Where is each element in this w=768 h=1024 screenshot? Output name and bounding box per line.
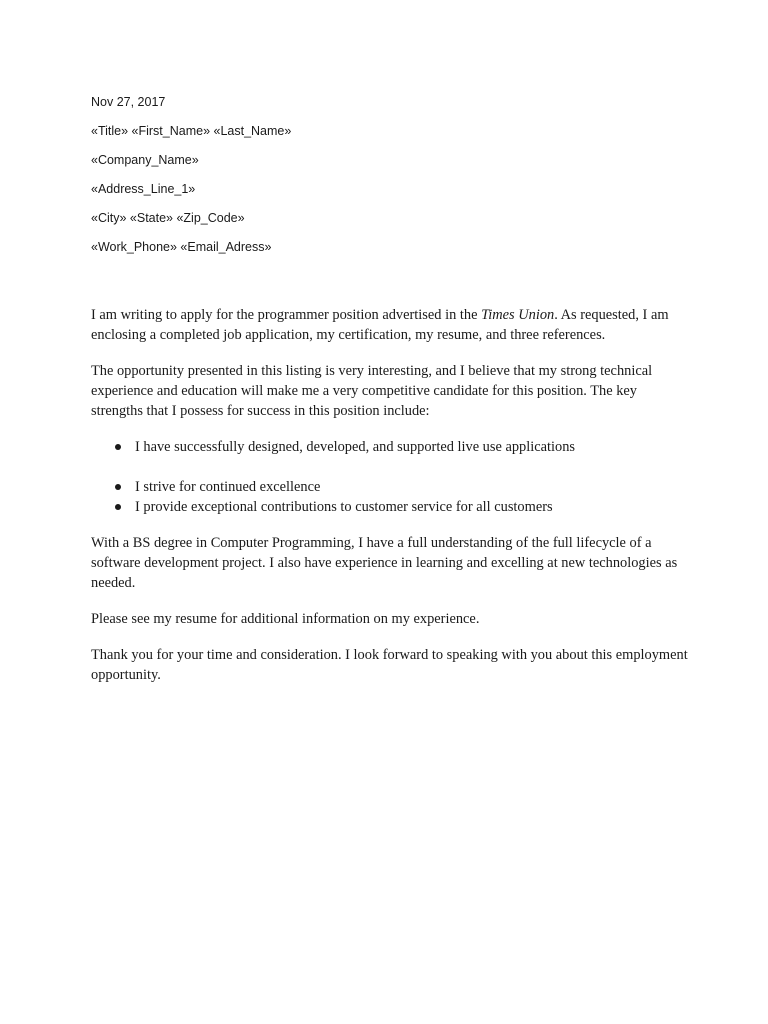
letter-header xyxy=(91,94,691,268)
paragraph-resume: Please see my resume for additional information on my experience. xyxy=(91,611,480,627)
recipient-address: «Address_Line_1» xyxy=(91,182,196,196)
list-item xyxy=(91,497,691,517)
paragraph-opportunity: The opportunity presented in this listing is very interesting, and I believe that my strong technical experience and education will make me a very competitive candidate for this position. The key strengths that I possess for success in this position include: xyxy=(91,363,653,419)
recipient-city-state-zip: «City» «State» «Zip_Code» xyxy=(91,211,245,225)
strengths-list xyxy=(91,437,691,517)
bullet-icon xyxy=(115,484,121,490)
list-item-text: I have successfully designed, developed, and supported live use applications xyxy=(135,439,575,455)
intro-text-before: I am writing to apply for the programmer position advertised in the xyxy=(91,307,482,323)
bullet-icon xyxy=(115,504,121,510)
bullet-icon xyxy=(115,444,121,450)
recipient-company: «Company_Name» xyxy=(91,153,199,167)
list-item xyxy=(91,477,691,497)
letter-date: Nov 27, 2017 xyxy=(91,95,166,109)
paragraph-closing: Thank you for your time and consideration. I look forward to speaking with you about this employment opportunity. xyxy=(91,647,688,683)
list-item-text: I strive for continued excellence xyxy=(135,479,321,495)
list-item-text: I provide exceptional contributions to customer service for all customers xyxy=(135,499,553,515)
recipient-contact: «Work_Phone» «Email_Adress» xyxy=(91,240,272,254)
publication-name: Times Union xyxy=(481,307,555,323)
intro-text-after: . As requested, I am enclosing a completed job application, my certification, my resume, and three references. xyxy=(91,307,669,343)
list-item xyxy=(91,437,691,457)
recipient-name: «Title» «First_Name» «Last_Name» xyxy=(91,124,292,138)
letter-body xyxy=(91,305,691,701)
paragraph-education: With a BS degree in Computer Programming, I have a full understanding of the full lifecycle of a software development project. I also have experience in learning and excelling at new technologies as needed. xyxy=(91,535,678,591)
paragraph-intro xyxy=(91,305,691,345)
